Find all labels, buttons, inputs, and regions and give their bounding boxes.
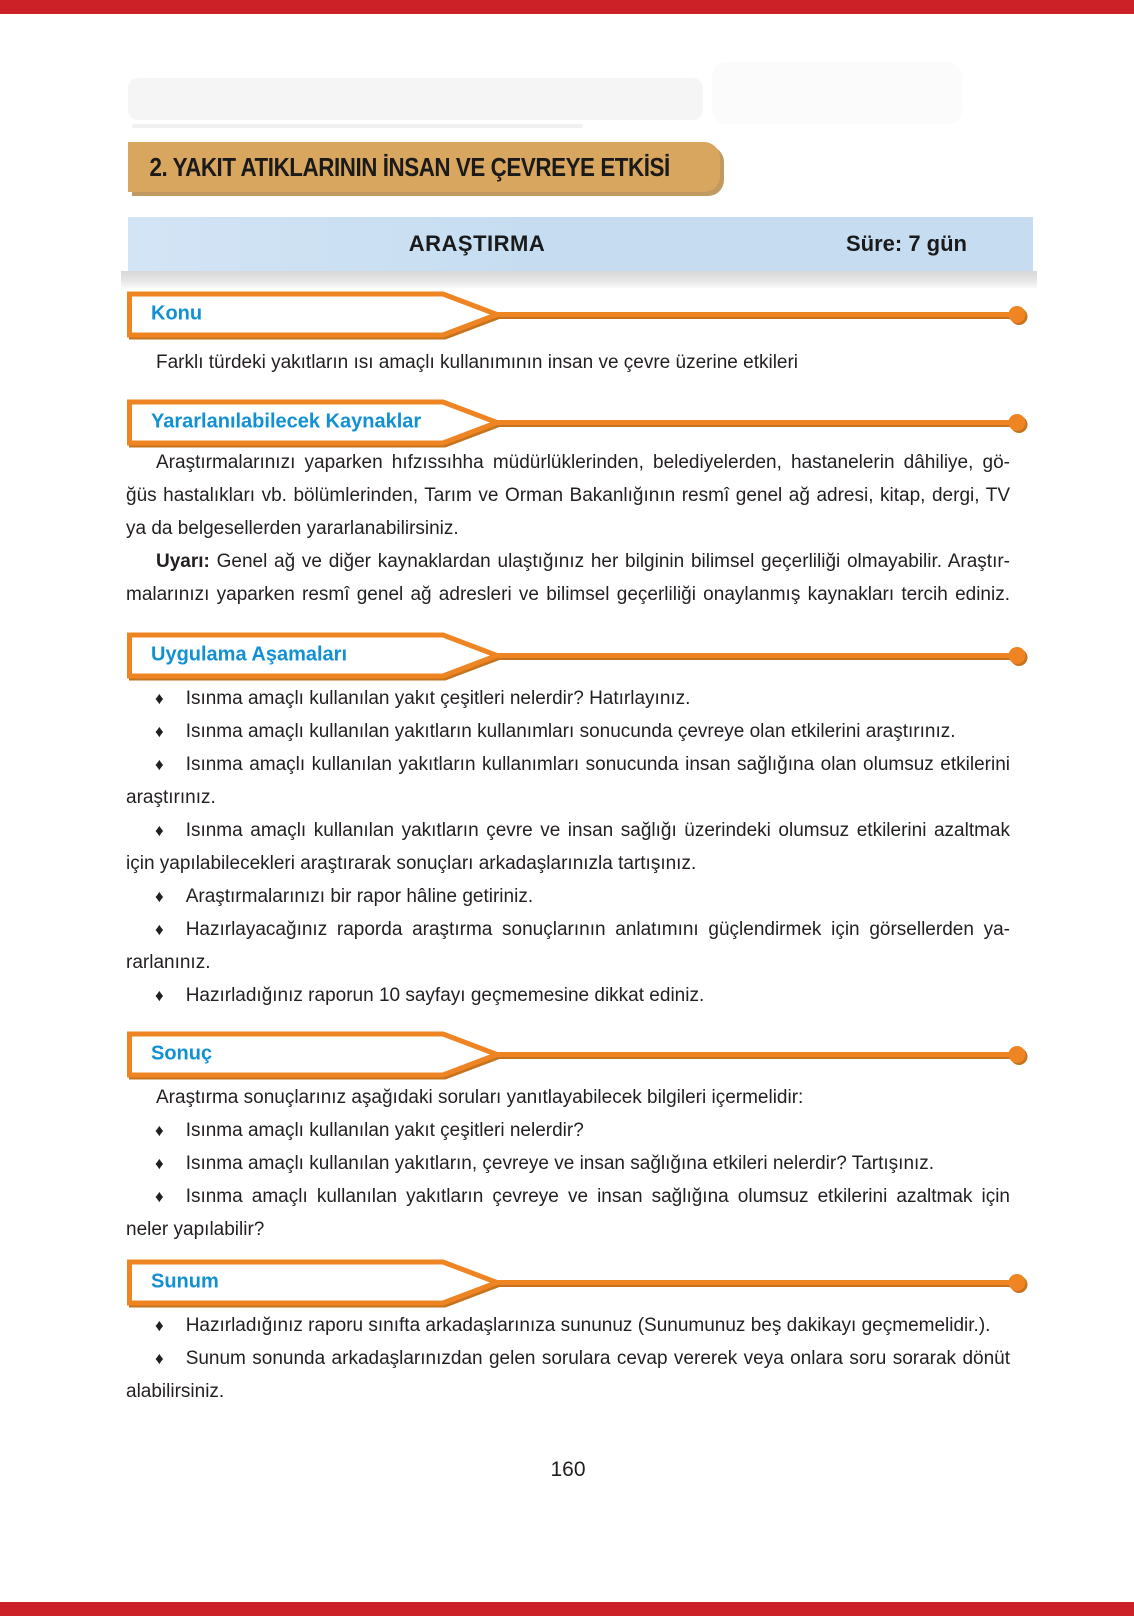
diamond-bullet-icon: ♦ xyxy=(155,821,164,840)
text-line: Araştırmalarınızı yaparken hıfzıssıhha müdürlüklerinden, belediyelerden, hastanelerin dâhiliye, gö- xyxy=(156,452,1010,473)
arrow-banner-shape xyxy=(127,1258,1034,1306)
section-body xyxy=(126,446,1010,611)
section-body xyxy=(126,346,1010,379)
text-line: ♦ Hazırlayacağınız raporda araştırma sonuçlarının anlatımını güçlendirmek için görsellerden ya- xyxy=(126,913,1010,946)
research-title: ARAŞTIRMA xyxy=(408,231,546,256)
text-line: ♦ Hazırladığınız raporu sınıfta arkadaşlarınıza sununuz (Sunumunuz beş dakikayı geçmemelidir.). xyxy=(126,1309,1010,1342)
text-line: malarınızı yaparken resmî genel ağ adresleri ve bilimsel geçerliliği onaylanmış kaynakları tercih ediniz. xyxy=(126,584,1010,605)
section-title: Sonuç xyxy=(151,1042,213,1065)
arrow-banner-shape xyxy=(127,1030,1034,1078)
section-header-sunum xyxy=(127,1258,1010,1306)
diamond-bullet-icon: ♦ xyxy=(155,1154,164,1173)
section-title: Yararlanılabilecek Kaynaklar xyxy=(151,410,422,433)
section-body xyxy=(126,1309,1010,1408)
section-konu xyxy=(126,290,1010,379)
section-title: Konu xyxy=(151,302,203,325)
diamond-bullet-icon: ♦ xyxy=(155,755,164,774)
section-header-kaynaklar xyxy=(127,398,1010,446)
research-duration: Süre: 7 gün xyxy=(845,231,967,256)
section-body xyxy=(126,1081,1010,1246)
diamond-bullet-icon: ♦ xyxy=(155,1121,164,1140)
section-uygulama xyxy=(126,631,1010,1012)
text-line: ♦ Hazırladığınız raporun 10 sayfayı geçmemesine dikkat ediniz. xyxy=(126,979,1010,1012)
text-line: Araştırma sonuçlarınız aşağıdaki soruları yanıtlayabilecek bilgileri içermelidir: xyxy=(156,1087,804,1108)
text-line: neler yapılabilir? xyxy=(126,1219,265,1240)
text-line: ♦ Isınma amaçlı kullanılan yakıt çeşitleri nelerdir? Hatırlayınız. xyxy=(126,682,1010,715)
section-sunum xyxy=(126,1258,1010,1408)
chapter-title: 2. YAKIT ATIKLARININ İNSAN VE ÇEVREYE ETKİSİ xyxy=(149,152,670,182)
text-line: ♦ Isınma amaçlı kullanılan yakıtların çevre ve insan sağlığı üzerindeki olumsuz etkilerini azaltmak xyxy=(126,814,1010,847)
diamond-bullet-icon: ♦ xyxy=(155,887,164,906)
section-title: Sunum xyxy=(151,1270,219,1293)
text-line: ♦ Isınma amaçlı kullanılan yakıtların kullanımları sonucunda çevreye olan etkilerini araştırınız. xyxy=(126,715,1010,748)
text-line: ♦ Isınma amaçlı kullanılan yakıtların kullanımları sonucunda insan sağlığına olan olumsuz etkilerini xyxy=(126,748,1010,781)
text-line: araştırınız. xyxy=(126,787,216,808)
arrow-banner-shape xyxy=(127,290,1034,338)
diamond-bullet-icon: ♦ xyxy=(155,920,164,939)
text-line: için yapılabilecekleri araştırarak sonuçları arkadaşlarınızla tartışınız. xyxy=(126,853,697,874)
text-line: ♦ Isınma amaçlı kullanılan yakıtların, çevreye ve insan sağlığına etkileri nelerdir? Tartışınız. xyxy=(126,1147,1010,1180)
ghost-banner-artifact xyxy=(128,78,703,120)
text-line: ♦ Sunum sonunda arkadaşlarınızdan gelen sorulara cevap vererek veya onlara soru sorarak dönüt xyxy=(126,1342,1010,1375)
section-header-uygulama xyxy=(127,631,1010,679)
top-edge-bar xyxy=(0,0,1134,14)
research-bar-shadow xyxy=(121,271,1037,288)
text-line: ♦ Isınma amaçlı kullanılan yakıtların çevreye ve insan sağlığına olumsuz etkilerini azaltmak için xyxy=(126,1180,1010,1213)
content-area xyxy=(126,290,1010,1482)
section-title: Uygulama Aşamaları xyxy=(151,643,348,666)
section-kaynaklar xyxy=(126,398,1010,611)
diamond-bullet-icon: ♦ xyxy=(155,1187,164,1206)
text-line: Uyarı: Genel ağ ve diğer kaynaklardan ulaştığınız her bilginin bilimsel geçerliliği olmayabilir. Araştır- xyxy=(156,551,1010,572)
diamond-bullet-icon: ♦ xyxy=(155,689,164,708)
bottom-edge-bar xyxy=(0,1602,1134,1616)
bold-label: Uyarı: xyxy=(156,551,210,572)
ghost-smudge-artifact xyxy=(712,62,962,124)
page-number: 160 xyxy=(550,1458,586,1481)
text-line: ya da belgesellerden yararlanabilirsiniz. xyxy=(126,518,459,539)
text-line: ♦ Isınma amaçlı kullanılan yakıt çeşitleri nelerdir? xyxy=(126,1114,1010,1147)
section-header-sonuc xyxy=(127,1030,1010,1078)
text-line: ♦ Araştırmalarınızı bir rapor hâline getiriniz. xyxy=(126,880,1010,913)
diamond-bullet-icon: ♦ xyxy=(155,1316,164,1335)
section-sonuc xyxy=(126,1030,1010,1246)
text-line: Farklı türdeki yakıtların ısı amaçlı kullanımının insan ve çevre üzerine etkileri xyxy=(156,352,799,373)
text-line: ğüs hastalıkları vb. bölümlerinden, Tarım ve Orman Bakanlığının resmî genel ağ adresi, kitap, dergi, TV xyxy=(126,485,1010,506)
section-header-konu xyxy=(127,290,1010,338)
research-header-bar xyxy=(128,217,1033,271)
diamond-bullet-icon: ♦ xyxy=(155,722,164,741)
chapter-title-banner xyxy=(128,142,720,192)
text-line: alabilirsiniz. xyxy=(126,1381,225,1402)
diamond-bullet-icon: ♦ xyxy=(155,1349,164,1368)
text-line: rarlanınız. xyxy=(126,952,211,973)
diamond-bullet-icon: ♦ xyxy=(155,986,164,1005)
section-body xyxy=(126,682,1010,1012)
